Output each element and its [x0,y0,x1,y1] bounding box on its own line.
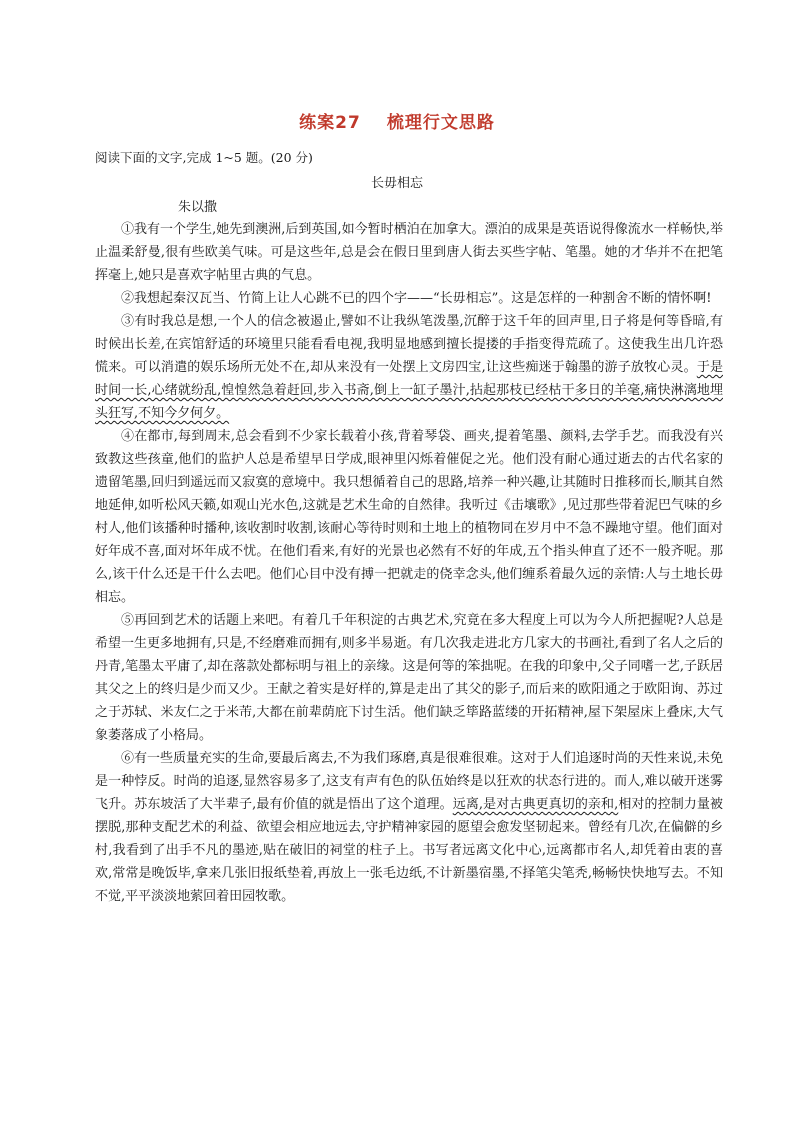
underlined-sentence: 远离,是对古典更真切的亲和, [452,797,619,812]
paragraph-2: ②我想起秦汉瓦当、竹简上让人心跳不已的四个字——“长毋相忘”。这是怎样的一种割舍不断的情怀啊! [121,291,712,306]
reading-instruction: 阅读下面的文字,完成 1~5 题。(20 分) [95,150,313,165]
page-title [0,108,794,133]
paragraph-3: ③有时我总是想,一个人的信念被遏止,譬如不让我纵笔泼墨,沉醉于这千年的回声里,日子将是何等昏暗,有时候出长差,在宾馆舒适的环境里只能看看电视,我明显地感到擅长提搂的手指变得荒疏了。这使我生出几许恐慌来。可以消遣的娱乐场所无处不在,却从来没有一处摆上文房四宝,让这些痴迷于翰墨的游子放牧心灵。于是时间一长,心绪就纷乱,惶惶然急着赶回,步入书斋,倒上一缸子墨汁,拈起那枝已经枯干多日的羊毫,痛快淋漓地埋头狂写,不知今夕何夕。 [95,314,723,421]
paragraph-6: ⑥有一些质量充实的生命,要最后离去,不为我们琢磨,真是很难很难。这对于人们追逐时尚的天性来说,未免是一种悖反。时尚的追逐,显然容易多了,这支有声有色的队伍始终是以狂欢的状态行进的。而人,难以破开迷雾飞升。苏东坡活了大半辈子,最有价值的就是悟出了这个道理。远离,是对古典更真切的亲和,相对的控制力量被摆脱,那种支配艺术的利益、欲望会相应地远去,守护精神家园的愿望会愈发坚韧起来。曾经有几次,在偏僻的乡村,我看到了出手不凡的墨迹,贴在破旧的祠堂的柱子上。书写者远离文化中心,远离都市名人,却凭着由衷的喜欢,常常是晚饭毕,拿来几张旧报纸垫着,再放上一张毛边纸,不计新墨宿墨,不择笔尖笔秃,畅畅快快地写去。不知不觉,平平淡淡地萦回着田园牧歌。 [95,751,723,904]
passage-body [95,218,723,908]
title-lesson-number: 练案27 [299,113,361,133]
paragraph-4: ④在都市,每到周末,总会看到不少家长载着小孩,背着琴袋、画夹,提着笔墨、颜料,去学手艺。而我没有兴致教这些孩童,他们的监护人总是希望早日学成,眼神里闪烁着催促之光。他们没有耐心通过逝去的古代名家的遗留笔墨,回归到遥远而又寂寞的意境中。我只想循着自己的思路,培养一种兴趣,让其随时日推移而长,顺其自然地延伸,如听松风天籁,如观山光水色,这就是艺术生命的自然律。我听过《击壤歌》,见过那些带着泥巴气味的乡村人,他们该播种时播种,该收割时收割,该耐心等待时则和土地上的植物同在岁月中不急不躁地守望。他们面对好年成不喜,面对坏年成不忧。在他们看来,有好的光景也必然有不好的年成,五个指头伸直了还不一般齐呢。那么,该干什么还是干什么去吧。他们心目中没有搏一把就走的侥幸念头,他们缠系着最久远的亲情:人与土地长毋相忘。 [95,429,723,605]
passage-title: 长毋相忘 [370,176,423,191]
paragraph-1: ①我有一个学生,她先到澳洲,后到英国,如今暂时栖泊在加拿大。漂泊的成果是英语说得像流水一样畅快,举止温柔舒曼,很有些欧美气味。可是这些年,总是会在假日里到唐人街去买些字帖、笔墨。她的才华并不在把笔挥毫上,她只是喜欢字帖里古典的气息。 [95,222,723,283]
title-topic: 梳理行文思路 [386,113,495,133]
passage-author: 朱以撒 [178,200,218,215]
underlined-sentence: 于是时间一长,心绪就纷乱,惶惶然急着赶回,步入书斋,倒上一缸子墨汁,拈起那枝已经枯干多日的羊毫,痛快淋漓地埋头狂写,不知今夕何夕。 [95,360,723,421]
paragraph-5: ⑤再回到艺术的话题上来吧。有着几千年积淀的古典艺术,究竟在多大程度上可以为今人所把握呢?人总是希望一生更多地拥有,只是,不经磨难而拥有,则多半易逝。有几次我走进北方几家大的书画社,看到了名人之后的丹青,笔墨太平庸了,却在落款处都标明与祖上的亲缘。这是何等的笨拙呢。在我的印象中,父子同嗜一艺,子跃居其父之上的终归是少而又少。王献之着实是好样的,算是走出了其父的影子,而后来的欧阳通之于欧阳询、苏过之于苏轼、米友仁之于米芾,大都在前辈荫庇下讨生活。他们缺乏筚路蓝缕的开拓精神,屋下架屋床上叠床,大气象萎落成了小格局。 [95,613,723,743]
